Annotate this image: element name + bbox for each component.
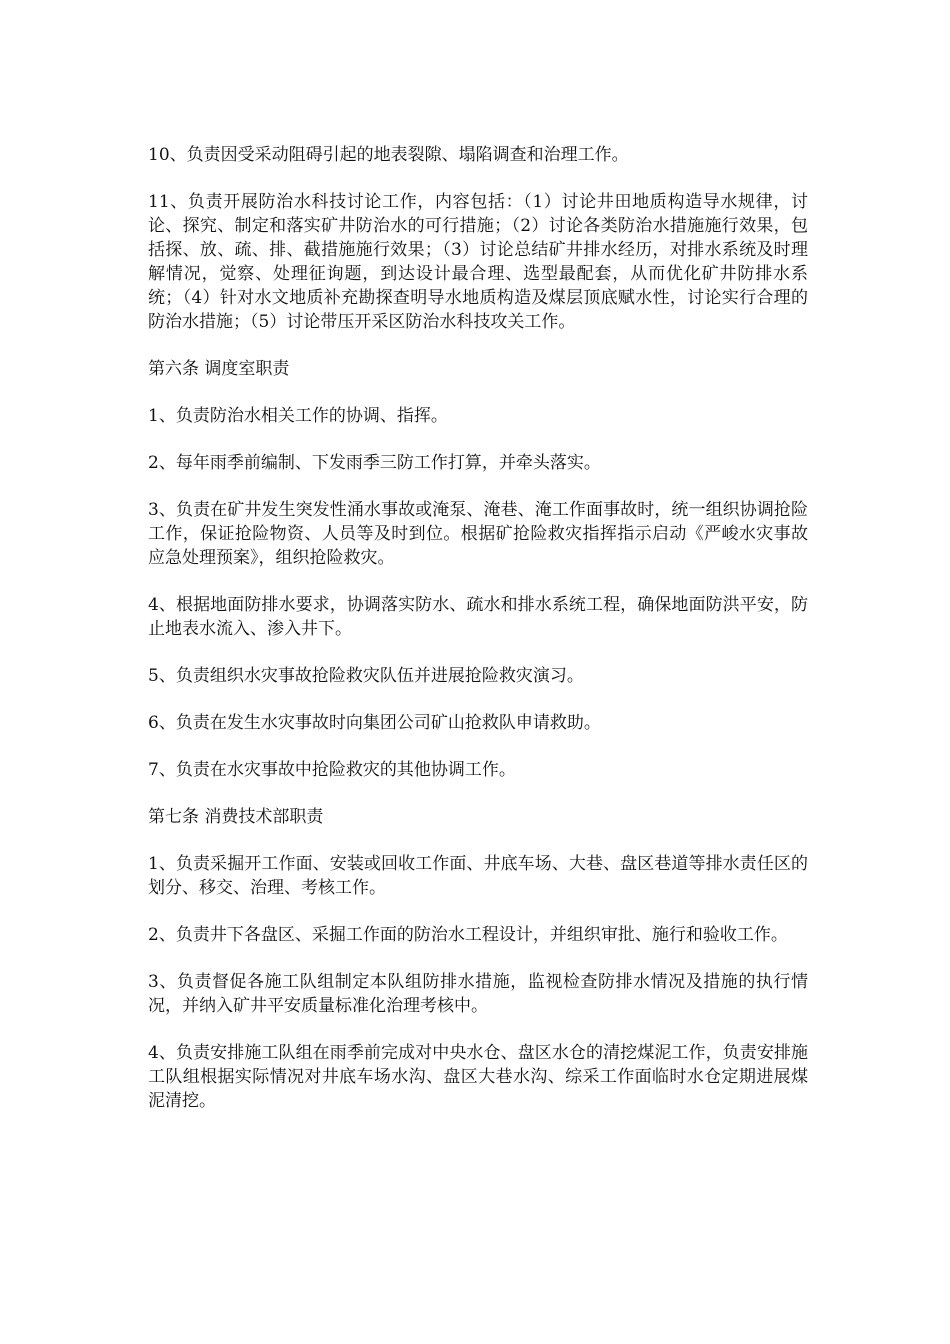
paragraph-dispatch-3: 3、负责在矿井发生突发性涌水事故或淹泵、淹巷、淹工作面事故时，统一组织协调抢险工作，保证抢险物资、人员等及时到位。根据矿抢险救灾指挥指示启动《严峻水灾事故应急处理预案》，组织抢险救灾。 <box>148 500 808 568</box>
paragraph-dispatch-1: 1、负责防治水相关工作的协调、指挥。 <box>148 406 448 426</box>
paragraph-dispatch-7: 7、负责在水灾事故中抢险救灾的其他协调工作。 <box>148 760 516 780</box>
paragraph-dispatch-5: 5、负责组织水灾事故抢险救灾队伍并进展抢险救灾演习。 <box>148 666 584 686</box>
section-heading-article-7: 第七条 消费技术部职责 <box>148 807 324 827</box>
section-heading-article-6: 第六条 调度室职责 <box>148 359 290 379</box>
paragraph-dispatch-4: 4、根据地面防排水要求，协调落实防水、疏水和排水系统工程，确保地面防洪平安，防止地表水流入、渗入井下。 <box>148 595 808 639</box>
paragraph-tech-1: 1、负责采掘开工作面、安装或回收工作面、井底车场、大巷、盘区巷道等排水责任区的划分、移交、治理、考核工作。 <box>148 854 808 898</box>
paragraph-item-10: 10、负责因受采动阻碍引起的地表裂隙、塌陷调查和治理工作。 <box>148 145 629 165</box>
paragraph-tech-4: 4、负责安排施工队组在雨季前完成对中央水仓、盘区水仓的清挖煤泥工作，负责安排施工队组根据实际情况对井底车场水沟、盘区大巷水沟、综采工作面临时水仓定期进展煤泥清挖。 <box>148 1043 808 1111</box>
paragraph-item-11: 11、负责开展防治水科技讨论工作，内容包括：（1）讨论井田地质构造导水规律，讨论、探究、制定和落实矿井防治水的可行措施；（2）讨论各类防治水措施施行效果，包括探、放、疏、排、截措施施行效果；（3）讨论总结矿井排水经历，对排水系统及时理解情况，觉察、处理征询题，到达设计最合理、选型最配套，从而优化矿井防排水系统；（4）针对水文地质补充勘探查明导水地质构造及煤层顶底赋水性，讨论实行合理的防治水措施；（5）讨论带压开采区防治水科技攻关工作。 <box>148 192 808 332</box>
paragraph-tech-2: 2、负责井下各盘区、采掘工作面的防治水工程设计，并组织审批、施行和验收工作。 <box>148 925 788 945</box>
paragraph-tech-3: 3、负责督促各施工队组制定本队组防排水措施，监视检查防排水情况及措施的执行情况，并纳入矿井平安质量标准化治理考核中。 <box>148 972 808 1016</box>
document-body <box>148 143 808 1136</box>
paragraph-dispatch-6: 6、负责在发生水灾事故时向集团公司矿山抢救队申请救助。 <box>148 713 601 733</box>
paragraph-dispatch-2: 2、每年雨季前编制、下发雨季三防工作打算，并牵头落实。 <box>148 453 601 473</box>
